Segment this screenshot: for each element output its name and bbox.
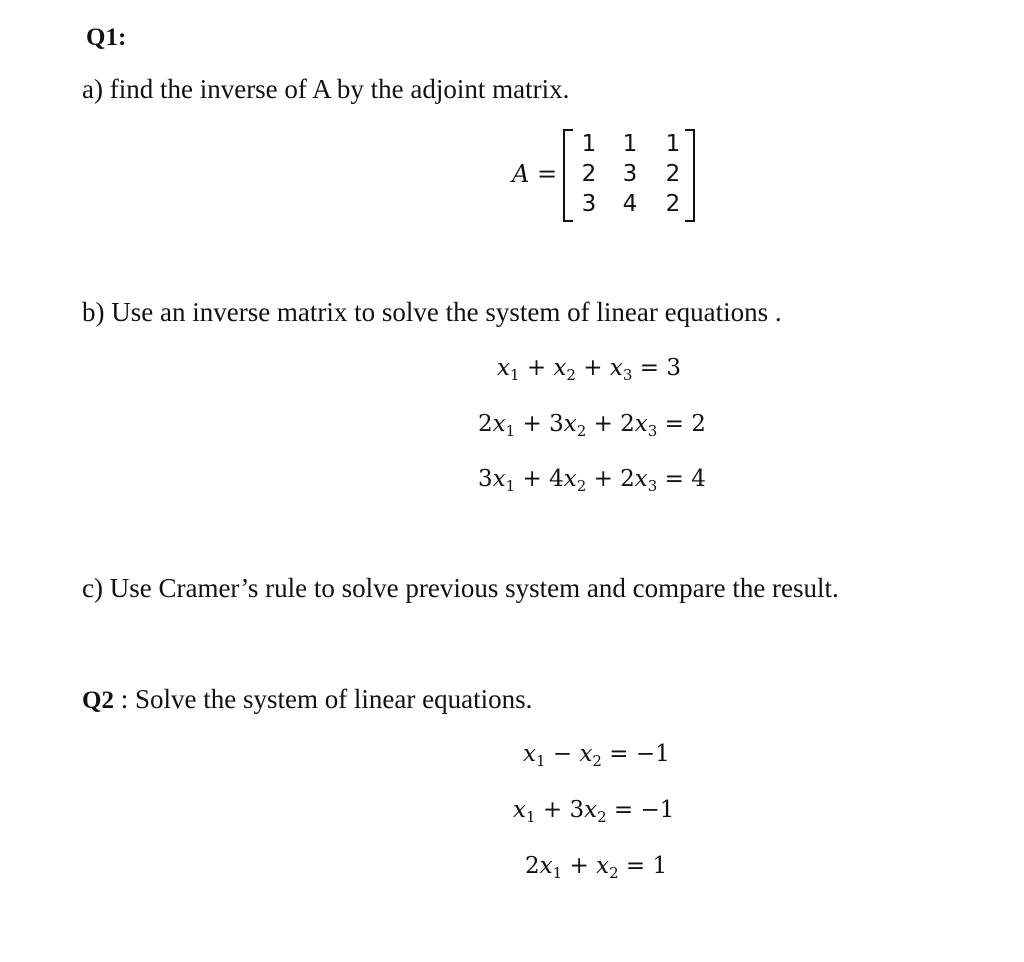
equation-term: [549, 411, 587, 440]
equation-term: [596, 853, 619, 882]
equation-term: [609, 355, 633, 384]
term-variable: x: [563, 411, 577, 437]
equation-term: [513, 797, 536, 826]
equation-term: [549, 466, 587, 495]
term-variable: x: [513, 797, 526, 823]
equation-operator: =: [609, 741, 629, 767]
term-coefficient: 3: [549, 411, 564, 437]
matrix-cell: 2: [581, 161, 597, 187]
term-subscript: 1: [552, 864, 563, 882]
equation-operator: +: [583, 355, 603, 381]
matrix-cell: 2: [665, 161, 681, 187]
equation-term: [523, 741, 546, 770]
matrix-equals: =: [536, 160, 558, 188]
q2-equation-3: [525, 853, 667, 882]
matrix-cell: 1: [622, 131, 638, 157]
q1-equation-2: [478, 411, 706, 440]
term-variable: x: [596, 853, 610, 879]
matrix-cell: 3: [581, 191, 597, 217]
term-subscript: 3: [647, 422, 658, 440]
equation-constant: 3: [666, 355, 681, 381]
term-subscript: 1: [525, 808, 536, 826]
term-subscript: 2: [597, 808, 607, 826]
equation-term: [553, 355, 576, 384]
term-variable: x: [539, 853, 553, 879]
term-variable: x: [523, 741, 536, 767]
term-subscript: 3: [647, 477, 658, 495]
term-coefficient: 3: [478, 466, 493, 492]
equation-operator: +: [593, 411, 613, 437]
question-1b-text: b) Use an inverse matrix to solve the system of linear equations .: [82, 297, 782, 327]
term-subscript: 2: [609, 864, 619, 882]
equation-operator: =: [613, 797, 634, 823]
term-subscript: 1: [535, 752, 546, 770]
equation-constant: −1: [635, 741, 670, 767]
matrix-label: [512, 160, 557, 188]
question-1a-text: a) find the inverse of A by the adjoint matrix.: [82, 74, 570, 104]
equation-operator: −: [552, 741, 573, 767]
equation-term: [525, 853, 563, 882]
term-subscript: 2: [566, 366, 576, 384]
equation-operator: =: [625, 853, 646, 879]
equation-term: [620, 466, 658, 495]
term-variable: x: [634, 466, 648, 492]
equation-term: [497, 355, 520, 384]
question-1-title: Q1:: [86, 24, 127, 51]
term-coefficient: 4: [549, 466, 564, 492]
q1-equation-1: [497, 355, 681, 384]
equation-term: [478, 411, 516, 440]
term-variable: x: [579, 741, 593, 767]
term-variable: x: [553, 355, 567, 381]
equation-operator: +: [522, 411, 542, 437]
q2-equation-1: [523, 741, 670, 770]
term-coefficient: 2: [525, 853, 540, 879]
equation-operator: +: [569, 853, 589, 879]
term-subscript: 1: [509, 366, 520, 384]
question-2-prompt: : Solve the system of linear equations.: [113, 684, 533, 714]
term-subscript: 2: [592, 752, 602, 770]
term-coefficient: 2: [478, 411, 493, 437]
term-coefficient: 2: [620, 411, 635, 437]
term-variable: x: [497, 355, 510, 381]
term-coefficient: 2: [620, 466, 635, 492]
equation-operator: =: [664, 466, 684, 492]
equation-operator: +: [542, 797, 563, 823]
question-2-text: [82, 684, 532, 715]
term-subscript: 1: [505, 422, 516, 440]
matrix-cell: 1: [665, 131, 681, 157]
q2-equation-2: [513, 797, 674, 826]
term-coefficient: 3: [569, 797, 585, 823]
equation-operator: +: [593, 466, 613, 492]
term-subscript: 1: [505, 477, 516, 495]
question-1c-text: c) Use Cramer’s rule to solve previous system and compare the result.: [82, 573, 839, 603]
term-subscript: 2: [576, 422, 587, 440]
equation-constant: 4: [691, 466, 706, 492]
matrix-cell: 4: [622, 191, 638, 217]
equation-constant: 2: [691, 411, 706, 437]
question-2-label: Q2: [82, 687, 114, 714]
matrix-a: [563, 126, 695, 222]
equation-term: [620, 411, 658, 440]
equation-operator: +: [522, 466, 542, 492]
matrix-cell: 3: [622, 161, 638, 187]
q1-equation-3: [478, 466, 706, 495]
equation-term: [478, 466, 516, 495]
term-variable: x: [492, 466, 506, 492]
matrix-cell: 2: [665, 191, 681, 217]
term-variable: x: [492, 411, 506, 437]
equation-term: [579, 741, 602, 770]
term-variable: x: [563, 466, 577, 492]
equation-operator: =: [639, 355, 659, 381]
equation-operator: =: [664, 411, 684, 437]
term-subscript: 3: [622, 366, 633, 384]
equation-operator: +: [526, 355, 547, 381]
term-variable: x: [609, 355, 623, 381]
matrix-name: A: [512, 160, 530, 188]
term-subscript: 2: [576, 477, 587, 495]
term-variable: x: [584, 797, 598, 823]
equation-term: [569, 797, 607, 826]
matrix-left-bracket: [563, 129, 573, 222]
matrix-cell: 1: [581, 131, 597, 157]
term-variable: x: [634, 411, 648, 437]
equation-constant: 1: [652, 853, 668, 879]
equation-constant: −1: [640, 797, 675, 823]
